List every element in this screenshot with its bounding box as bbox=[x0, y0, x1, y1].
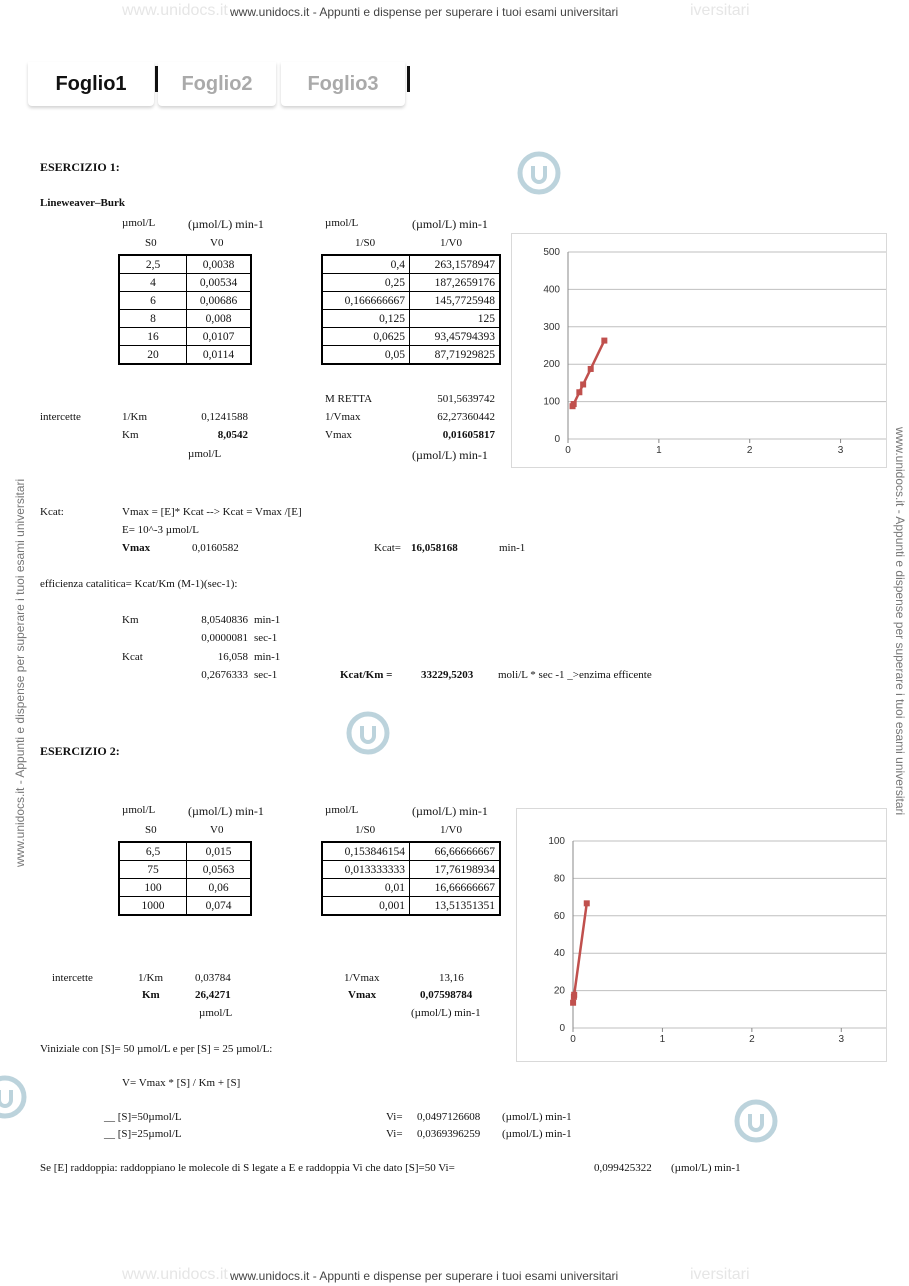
faint-watermark-bottom-right: iversitari bbox=[690, 1266, 750, 1283]
ex2-inv-vmax-value: 13,16 bbox=[439, 972, 464, 984]
cell-s0: 6,5 bbox=[119, 842, 187, 861]
data-point bbox=[584, 900, 590, 906]
ex1-vmax-label: Vmax bbox=[325, 429, 352, 441]
vi50-value: 0,0497126608 bbox=[417, 1111, 481, 1123]
ex1-data-table bbox=[118, 254, 252, 365]
table-row bbox=[322, 842, 500, 861]
ex1-vmax-unit: (µmol/L) min-1 bbox=[412, 448, 488, 462]
x-tick-label: 3 bbox=[838, 1034, 845, 1045]
ex1-inv-km-label: 1/Km bbox=[122, 411, 148, 423]
ex1-km-value: 8,0542 bbox=[217, 429, 248, 441]
ex1-hdr-s0: S0 bbox=[145, 237, 157, 249]
table-row bbox=[119, 328, 251, 346]
efficiency-line: efficienza catalitica= Kcat/Km (M-1)(sec-1): bbox=[40, 578, 238, 590]
watermark-left-vertical: www.unidocs.it - Appunti e dispense per superare i tuoi esami universitari bbox=[13, 478, 27, 867]
cell-v0: 0,0038 bbox=[187, 255, 252, 274]
table-row bbox=[119, 861, 251, 879]
ex2-vmax-value: 0,07598784 bbox=[420, 989, 473, 1001]
x-tick-label: 3 bbox=[837, 445, 844, 456]
cell-inv-s: 0,166666667 bbox=[322, 292, 410, 310]
cell-inv-v: 66,66666667 bbox=[410, 842, 501, 861]
cell-inv-s: 0,4 bbox=[322, 255, 410, 274]
cell-inv-v: 13,51351351 bbox=[410, 897, 501, 916]
data-point bbox=[571, 992, 577, 998]
cell-v0: 0,015 bbox=[187, 842, 252, 861]
ex2-hdr-inv-v: 1/V0 bbox=[440, 824, 462, 836]
table-row bbox=[322, 879, 500, 897]
cell-v0: 0,00534 bbox=[187, 274, 252, 292]
cell-inv-v: 17,76198934 bbox=[410, 861, 501, 879]
ex2-intercette-label: intercette bbox=[52, 972, 93, 984]
data-point bbox=[570, 1000, 576, 1006]
ex1-reciprocal-table bbox=[321, 254, 501, 365]
eff-unit: min-1 bbox=[254, 614, 281, 626]
cell-s0: 2,5 bbox=[119, 255, 187, 274]
vi25-value: 0,0369396259 bbox=[417, 1128, 481, 1140]
cell-inv-s: 0,125 bbox=[322, 310, 410, 328]
viniziale-line: Viniziale con [S]= 50 µmol/L e per [S] = 25 µmol/L: bbox=[40, 1043, 273, 1055]
vmax2-value: 0,0160582 bbox=[192, 542, 239, 554]
ex2-inv-km-value: 0,03784 bbox=[195, 972, 231, 984]
ex1-unit-inv-v: (µmol/L) min-1 bbox=[412, 217, 488, 231]
cell-v0: 0,06 bbox=[187, 879, 252, 897]
data-point bbox=[580, 381, 586, 387]
ex1-unit-inv-s: µmol/L bbox=[325, 217, 359, 229]
cell-inv-s: 0,013333333 bbox=[322, 861, 410, 879]
cell-v0: 0,074 bbox=[187, 897, 252, 916]
table-row bbox=[119, 346, 251, 365]
ex2-data-table bbox=[118, 841, 252, 916]
x-tick-label: 0 bbox=[570, 1034, 576, 1045]
ex1-chart bbox=[511, 233, 887, 468]
tab-foglio3[interactable]: Foglio3 bbox=[281, 62, 405, 106]
ex2-km-value: 26,4271 bbox=[195, 989, 231, 1001]
ex1-inv-vmax-value: 62,27360442 bbox=[437, 411, 495, 423]
vi25-unit: (µmol/L) min-1 bbox=[502, 1128, 572, 1140]
y-tick-label: 200 bbox=[543, 359, 560, 371]
cell-s0: 16 bbox=[119, 328, 187, 346]
cell-inv-s: 0,0625 bbox=[322, 328, 410, 346]
ex1-km-unit: µmol/L bbox=[188, 448, 222, 460]
cell-v0: 0,0563 bbox=[187, 861, 252, 879]
kcat-eq-unit: min-1 bbox=[499, 542, 526, 554]
table-row bbox=[322, 310, 500, 328]
y-tick-label: 100 bbox=[548, 836, 565, 847]
ex1-hdr-inv-v: 1/V0 bbox=[440, 237, 462, 249]
ex2-km-label: Km bbox=[142, 989, 160, 1001]
ex1-inv-km-value: 0,1241588 bbox=[201, 411, 248, 423]
y-tick-label: 0 bbox=[559, 1023, 565, 1034]
raddoppia-line: Se [E] raddoppia: raddoppiano le molecole di S legate a E e raddoppia Vi che dato [S]=50 Vi= bbox=[40, 1162, 455, 1174]
v-formula: V= Vmax * [S] / Km + [S] bbox=[122, 1077, 241, 1089]
s50-label: __ [S]=50µmol/L bbox=[104, 1111, 182, 1123]
unidocs-logo-icon bbox=[345, 710, 391, 756]
y-tick-label: 400 bbox=[543, 284, 560, 296]
ex1-vmax-value: 0,01605817 bbox=[442, 429, 495, 441]
enzyme-concentration: E= 10^-3 µmol/L bbox=[122, 524, 199, 536]
ex1-inv-vmax-label: 1/Vmax bbox=[325, 411, 361, 423]
cell-inv-v: 125 bbox=[410, 310, 501, 328]
cell-inv-s: 0,01 bbox=[322, 879, 410, 897]
ex1-m-retta-value: 501,5639742 bbox=[437, 393, 495, 405]
ex2-inv-km-label: 1/Km bbox=[138, 972, 164, 984]
ex2-hdr-v0: V0 bbox=[210, 824, 224, 836]
table-row bbox=[119, 255, 251, 274]
ex1-unit-v0: (µmol/L) min-1 bbox=[188, 217, 264, 231]
unidocs-logo-icon bbox=[0, 1074, 28, 1120]
y-tick-label: 80 bbox=[553, 873, 565, 885]
ex2-vmax-unit: (µmol/L) min-1 bbox=[411, 1007, 481, 1019]
data-point bbox=[588, 366, 594, 372]
y-tick-label: 20 bbox=[553, 985, 565, 997]
table-row bbox=[322, 274, 500, 292]
table-row bbox=[119, 879, 251, 897]
ex1-title: ESERCIZIO 1: bbox=[40, 160, 120, 174]
faint-watermark-top-left: www.unidocs.it bbox=[122, 2, 228, 19]
vmax2-label: Vmax bbox=[122, 542, 151, 554]
unidocs-logo-icon bbox=[516, 150, 562, 196]
tab-foglio1[interactable]: Foglio1 bbox=[28, 62, 154, 106]
eff-value: 16,058 bbox=[217, 651, 248, 663]
ex1-km-label: Km bbox=[122, 429, 139, 441]
y-tick-label: 100 bbox=[543, 396, 560, 408]
ex1-m-retta-label: M RETTA bbox=[325, 393, 373, 405]
eff-label: Kcat bbox=[122, 651, 143, 663]
cell-inv-s: 0,153846154 bbox=[322, 842, 410, 861]
y-tick-label: 500 bbox=[543, 247, 560, 258]
ex2-unit-inv-s: µmol/L bbox=[325, 804, 359, 816]
ex2-reciprocal-table bbox=[321, 841, 501, 916]
cell-inv-v: 145,7725948 bbox=[410, 292, 501, 310]
ex1-intercette-label: intercette bbox=[40, 411, 81, 423]
ex2-unit-inv-v: (µmol/L) min-1 bbox=[412, 804, 488, 818]
watermark-right-vertical: www.unidocs.it - Appunti e dispense per superare i tuoi esami universitari bbox=[893, 427, 907, 816]
table-row bbox=[119, 274, 251, 292]
ex2-hdr-inv-s: 1/S0 bbox=[355, 824, 376, 836]
faint-watermark-top-right: iversitari bbox=[690, 2, 750, 19]
ex2-title: ESERCIZIO 2: bbox=[40, 744, 120, 758]
ex2-hdr-s0: S0 bbox=[145, 824, 157, 836]
x-tick-label: 1 bbox=[659, 1034, 666, 1045]
eff-value: 0,2676333 bbox=[201, 669, 248, 681]
eff-unit: sec-1 bbox=[254, 632, 278, 644]
kcat-eq-label: Kcat= bbox=[374, 542, 401, 554]
raddoppia-unit: (µmol/L) min-1 bbox=[671, 1162, 741, 1174]
y-tick-label: 300 bbox=[543, 321, 560, 333]
cell-inv-s: 0,001 bbox=[322, 897, 410, 916]
kcat-eq-value: 16,058168 bbox=[411, 542, 458, 554]
eff-unit: min-1 bbox=[254, 651, 281, 663]
cell-inv-v: 187,2659176 bbox=[410, 274, 501, 292]
ex1-hdr-v0: V0 bbox=[210, 237, 224, 249]
cell-s0: 4 bbox=[119, 274, 187, 292]
x-tick-label: 2 bbox=[749, 1034, 755, 1045]
cell-s0: 6 bbox=[119, 292, 187, 310]
cell-v0: 0,008 bbox=[187, 310, 252, 328]
cell-v0: 0,0114 bbox=[187, 346, 252, 365]
vi25-label: Vi= bbox=[386, 1128, 403, 1140]
raddoppia-value: 0,099425322 bbox=[594, 1162, 652, 1174]
table-row bbox=[322, 328, 500, 346]
watermark-bottom: www.unidocs.it - Appunti e dispense per superare i tuoi esami universitari bbox=[230, 1269, 619, 1283]
ex2-unit-s0: µmol/L bbox=[122, 804, 156, 816]
kcat-label: Kcat: bbox=[40, 506, 64, 518]
vi50-label: Vi= bbox=[386, 1111, 403, 1123]
cell-inv-s: 0,25 bbox=[322, 274, 410, 292]
vi50-unit: (µmol/L) min-1 bbox=[502, 1111, 572, 1123]
ex2-unit-v0: (µmol/L) min-1 bbox=[188, 804, 264, 818]
s25-label: __ [S]=25µmol/L bbox=[104, 1128, 182, 1140]
eff-unit: sec-1 bbox=[254, 669, 278, 681]
table-row bbox=[322, 292, 500, 310]
eff-value: 8,0540836 bbox=[201, 614, 248, 626]
data-point bbox=[571, 401, 577, 407]
cell-s0: 100 bbox=[119, 879, 187, 897]
cell-s0: 1000 bbox=[119, 897, 187, 916]
watermark-top: www.unidocs.it - Appunti e dispense per superare i tuoi esami universitari bbox=[230, 5, 619, 19]
table-row bbox=[119, 310, 251, 328]
kcat-km-label: Kcat/Km = bbox=[340, 669, 393, 681]
table-row bbox=[119, 897, 251, 916]
cell-v0: 0,00686 bbox=[187, 292, 252, 310]
kcat-km-unit: moli/L * sec -1 _>enzima efficente bbox=[498, 669, 652, 681]
table-row bbox=[322, 255, 500, 274]
ex1-unit-s0: µmol/L bbox=[122, 217, 156, 229]
table-row bbox=[119, 292, 251, 310]
data-point bbox=[576, 389, 582, 395]
x-tick-label: 2 bbox=[746, 445, 753, 456]
unidocs-logo-icon bbox=[733, 1098, 779, 1144]
cell-inv-v: 87,71929825 bbox=[410, 346, 501, 365]
data-point bbox=[601, 338, 607, 344]
cell-inv-v: 93,45794393 bbox=[410, 328, 501, 346]
table-row bbox=[322, 861, 500, 879]
series-line bbox=[573, 341, 605, 407]
cell-inv-v: 263,1578947 bbox=[410, 255, 501, 274]
eff-label: Km bbox=[122, 614, 139, 626]
cell-s0: 8 bbox=[119, 310, 187, 328]
table-row bbox=[322, 346, 500, 365]
cell-inv-s: 0,05 bbox=[322, 346, 410, 365]
eff-value: 0,0000081 bbox=[201, 632, 248, 644]
y-tick-label: 0 bbox=[554, 434, 560, 445]
tab-foglio2[interactable]: Foglio2 bbox=[158, 62, 276, 106]
cell-inv-v: 16,66666667 bbox=[410, 879, 501, 897]
cell-s0: 20 bbox=[119, 346, 187, 365]
ex1-hdr-inv-s: 1/S0 bbox=[355, 237, 376, 249]
y-tick-label: 60 bbox=[553, 910, 565, 922]
x-tick-label: 0 bbox=[565, 445, 571, 456]
faint-watermark-bottom-left: www.unidocs.it bbox=[122, 1266, 228, 1283]
tab-separator bbox=[407, 66, 410, 92]
ex1-subtitle: Lineweaver–Burk bbox=[40, 197, 125, 209]
cell-v0: 0,0107 bbox=[187, 328, 252, 346]
kcat-km-value: 33229,5203 bbox=[421, 669, 474, 681]
y-tick-label: 40 bbox=[553, 948, 565, 960]
kcat-formula: Vmax = [E]* Kcat --> Kcat = Vmax /[E] bbox=[122, 506, 302, 518]
cell-s0: 75 bbox=[119, 861, 187, 879]
table-row bbox=[119, 842, 251, 861]
x-tick-label: 1 bbox=[656, 445, 662, 456]
ex2-inv-vmax-label: 1/Vmax bbox=[344, 972, 380, 984]
ex2-vmax-label: Vmax bbox=[348, 989, 377, 1001]
table-row bbox=[322, 897, 500, 916]
ex2-km-unit: µmol/L bbox=[199, 1007, 233, 1019]
ex2-chart bbox=[516, 808, 887, 1062]
